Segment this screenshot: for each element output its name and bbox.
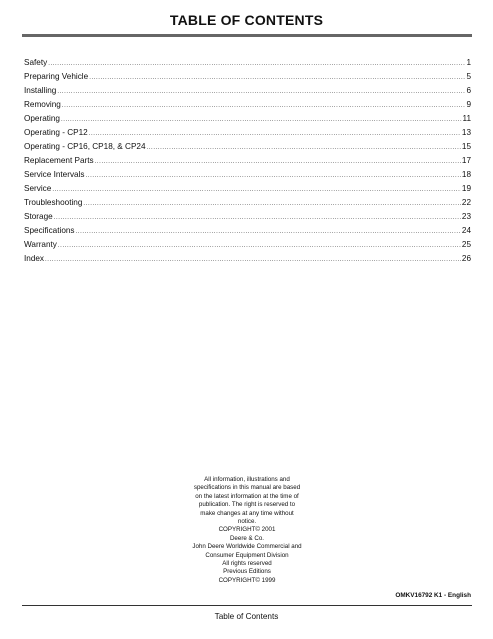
toc-entry-page: 5 (466, 72, 471, 81)
toc-entry-page: 9 (466, 100, 471, 109)
toc-leader-dots (48, 57, 465, 71)
toc-entry-operating[interactable] (24, 112, 471, 126)
footer-label: Table of Contents (214, 612, 279, 621)
toc-entry-page: 18 (461, 170, 471, 179)
toc-entry-warranty[interactable] (24, 238, 471, 252)
toc-leader-dots (58, 239, 461, 253)
toc-entry-page: 6 (466, 86, 471, 95)
notice-line: publication. The right is reserved to (198, 501, 296, 509)
toc-leader-dots (57, 85, 465, 99)
copyright-notice (160, 476, 334, 585)
toc-entry-label: Preparing Vehicle (24, 72, 89, 81)
toc-entry-page: 13 (461, 128, 471, 137)
toc-entry-page: 24 (461, 226, 471, 235)
notice-line: COPYRIGHT© 1999 (218, 576, 276, 584)
toc-entry-label: Service (24, 184, 52, 193)
toc-leader-dots (95, 155, 461, 169)
toc-leader-dots (89, 127, 461, 141)
toc-entry-label: Operating - CP16, CP18, & CP24 (24, 142, 146, 151)
toc-entry-label: Operating (24, 114, 60, 123)
notice-line: All rights reserved (222, 560, 272, 568)
notice-line: Previous Editions (223, 568, 271, 576)
toc-leader-dots (61, 113, 462, 127)
toc-entry-page: 17 (461, 156, 471, 165)
toc-entry-page: 15 (461, 142, 471, 151)
toc-leader-dots (147, 141, 461, 155)
notice-line: make changes at any time without (200, 509, 294, 517)
toc-entry-label: Operating - CP12 (24, 128, 88, 137)
toc-entry-troubleshooting[interactable] (24, 196, 471, 210)
toc-entry-page: 26 (461, 254, 471, 263)
toc-entry-label: Troubleshooting (24, 198, 83, 207)
toc-leader-dots (54, 211, 461, 225)
toc-entry-specifications[interactable] (24, 224, 471, 238)
toc-entry-operating-cp16-cp18-cp24[interactable] (24, 140, 471, 154)
toc-entry-service-intervals[interactable] (24, 168, 471, 182)
toc-leader-dots (76, 225, 461, 239)
toc-entry-label: Removing (24, 100, 61, 109)
toc-entry-label: Service Intervals (24, 170, 85, 179)
toc-entry-storage[interactable] (24, 210, 471, 224)
footer-divider (22, 605, 472, 606)
toc-entry-page: 25 (461, 240, 471, 249)
toc-entry-operating-cp12[interactable] (24, 126, 471, 140)
toc-entry-installing[interactable] (24, 84, 471, 98)
notice-line: Consumer Equipment Division (205, 551, 289, 559)
toc-entry-index[interactable] (24, 252, 471, 266)
toc-entry-page: 11 (462, 114, 471, 123)
notice-line: specifications in this manual are based (193, 484, 301, 492)
toc-entry-service[interactable] (24, 182, 471, 196)
table-of-contents (24, 56, 471, 266)
notice-line: John Deere Worldwide Commercial and (192, 543, 302, 551)
toc-leader-dots (86, 169, 461, 183)
toc-entry-removing[interactable] (24, 98, 471, 112)
document-id: OMKV16792 K1 - English (395, 592, 471, 599)
toc-entry-label: Specifications (24, 226, 75, 235)
notice-line: COPYRIGHT© 2001 (218, 526, 276, 534)
page-title: TABLE OF CONTENTS (169, 12, 324, 28)
toc-leader-dots (52, 183, 461, 197)
toc-entry-label: Warranty (24, 240, 57, 249)
title-underline (22, 34, 472, 37)
toc-entry-page: 23 (461, 212, 471, 221)
toc-entry-label: Storage (24, 212, 53, 221)
toc-entry-page: 1 (466, 58, 471, 67)
toc-entry-page: 22 (461, 198, 471, 207)
notice-line: Deere & Co. (229, 534, 265, 542)
toc-leader-dots (62, 99, 466, 113)
toc-leader-dots (45, 253, 461, 267)
toc-entry-page: 19 (461, 184, 471, 193)
toc-entry-safety[interactable] (24, 56, 471, 70)
toc-entry-label: Installing (24, 86, 57, 95)
notice-line: notice. (237, 518, 257, 526)
notice-line: All information, illustrations and (204, 476, 290, 483)
toc-entry-label: Index (24, 254, 45, 263)
notice-line: on the latest information at the time of (195, 492, 299, 500)
toc-entry-replacement-parts[interactable] (24, 154, 471, 168)
toc-entry-label: Safety (24, 58, 48, 67)
toc-leader-dots (89, 71, 465, 85)
toc-entry-label: Replacement Parts (24, 156, 94, 165)
toc-entry-preparing-vehicle[interactable] (24, 70, 471, 84)
toc-leader-dots (83, 197, 460, 211)
